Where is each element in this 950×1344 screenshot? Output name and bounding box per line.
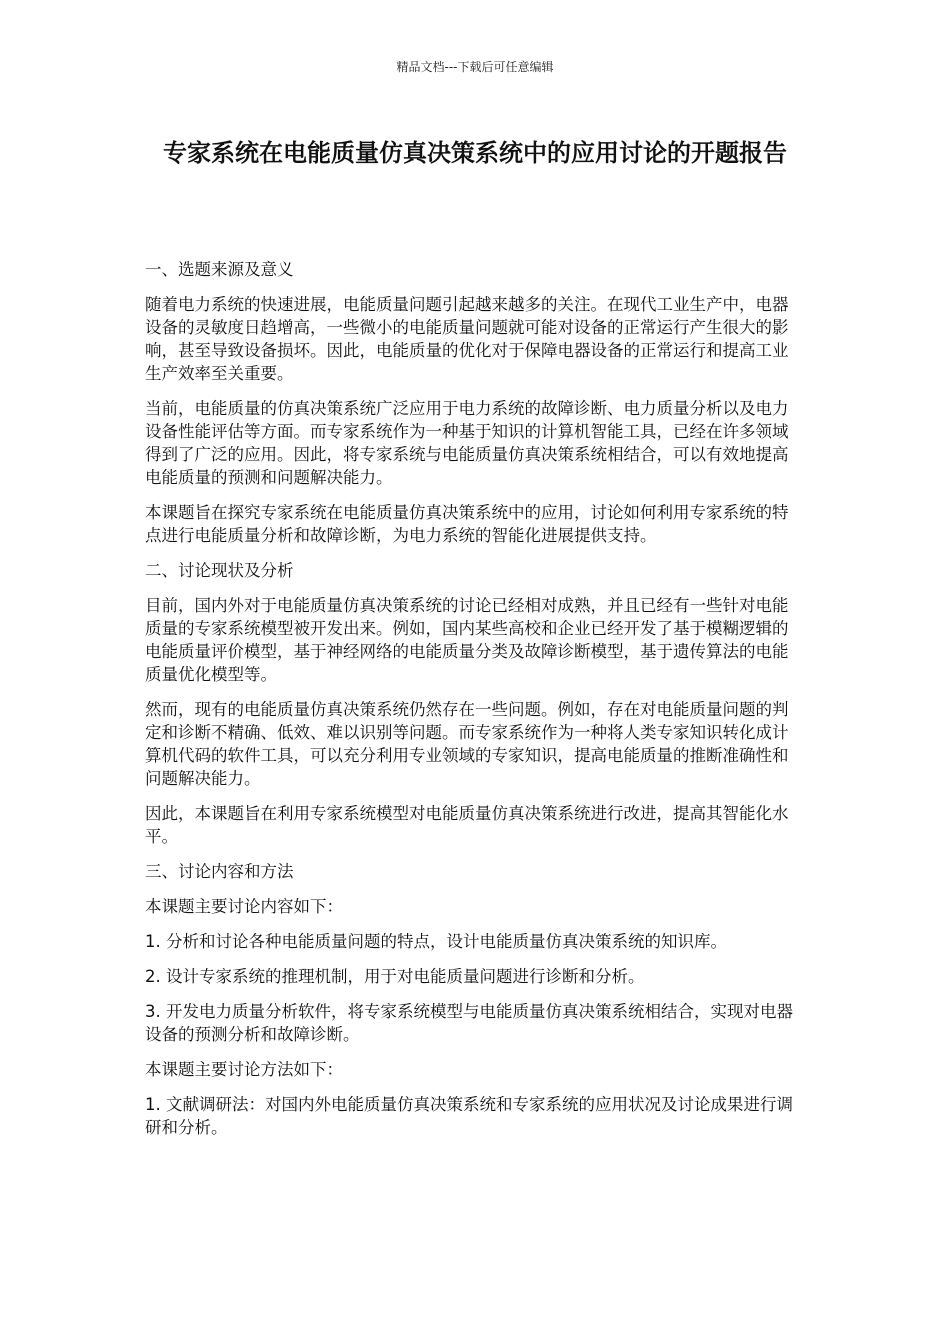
list-item: 3. 开发电力质量分析软件，将专家系统模型与电能质量仿真决策系统相结合，实现对电器设备的预测分析和故障诊断。 [145, 1002, 793, 1044]
list-item: 1. 文献调研法：对国内外电能质量仿真决策系统和专家系统的应用状况及讨论成果进行调研和分析。 [145, 1095, 793, 1137]
document-title: 专家系统在电能质量仿真决策系统中的应用讨论的开题报告 [163, 139, 787, 167]
section-heading-1: 一、选题来源及意义 [145, 260, 294, 279]
document-body [145, 258, 800, 1151]
paragraph: 当前，电能质量的仿真决策系统广泛应用于电力系统的故障诊断、电力质量分析以及电力设备性能评估等方面。而专家系统作为一种基于知识的计算机智能工具，已经在许多领域得到了广泛的应用。因此，将专家系统与电能质量仿真决策系统相结合，可以有效地提高电能质量的预测和问题解决能力。 [145, 399, 789, 487]
section-heading-2: 二、讨论现状及分析 [145, 561, 294, 580]
list-item: 2. 设计专家系统的推理机制，用于对电能质量问题进行诊断和分析。 [145, 967, 645, 986]
section-heading-3: 三、讨论内容和方法 [145, 862, 294, 881]
paragraph: 本课题主要讨论内容如下： [145, 897, 343, 916]
paragraph: 因此，本课题旨在利用专家系统模型对电能质量仿真决策系统进行改进，提高其智能化水平。 [145, 804, 789, 846]
paragraph: 本课题主要讨论方法如下： [145, 1060, 343, 1079]
header-note: 精品文档---下载后可任意编辑 [396, 60, 554, 74]
paragraph: 目前，国内外对于电能质量仿真决策系统的讨论已经相对成熟，并且已经有一些针对电能质量的专家系统模型被开发出来。例如，国内某些高校和企业已经开发了基于模糊逻辑的电能质量评价模型，基于神经网络的电能质量分类及故障诊断模型，基于遗传算法的电能质量优化模型等。 [145, 596, 789, 684]
paragraph: 本课题旨在探究专家系统在电能质量仿真决策系统中的应用，讨论如何利用专家系统的特点进行电能质量分析和故障诊断，为电力系统的智能化进展提供支持。 [145, 503, 789, 545]
list-item: 1. 分析和讨论各种电能质量问题的特点，设计电能质量仿真决策系统的知识库。 [145, 932, 727, 951]
paragraph: 随着电力系统的快速进展，电能质量问题引起越来越多的关注。在现代工业生产中，电器设备的灵敏度日趋增高，一些微小的电能质量问题就可能对设备的正常运行产生很大的影响，甚至导致设备损坏。因此，电能质量的优化对于保障电器设备的正常运行和提高工业生产效率至关重要。 [145, 295, 789, 383]
paragraph: 然而，现有的电能质量仿真决策系统仍然存在一些问题。例如，存在对电能质量问题的判定和诊断不精确、低效、难以识别等问题。而专家系统作为一种将人类专家知识转化成计算机代码的软件工具，可以充分利用专业领域的专家知识，提高电能质量的推断准确性和问题解决能力。 [145, 700, 789, 788]
